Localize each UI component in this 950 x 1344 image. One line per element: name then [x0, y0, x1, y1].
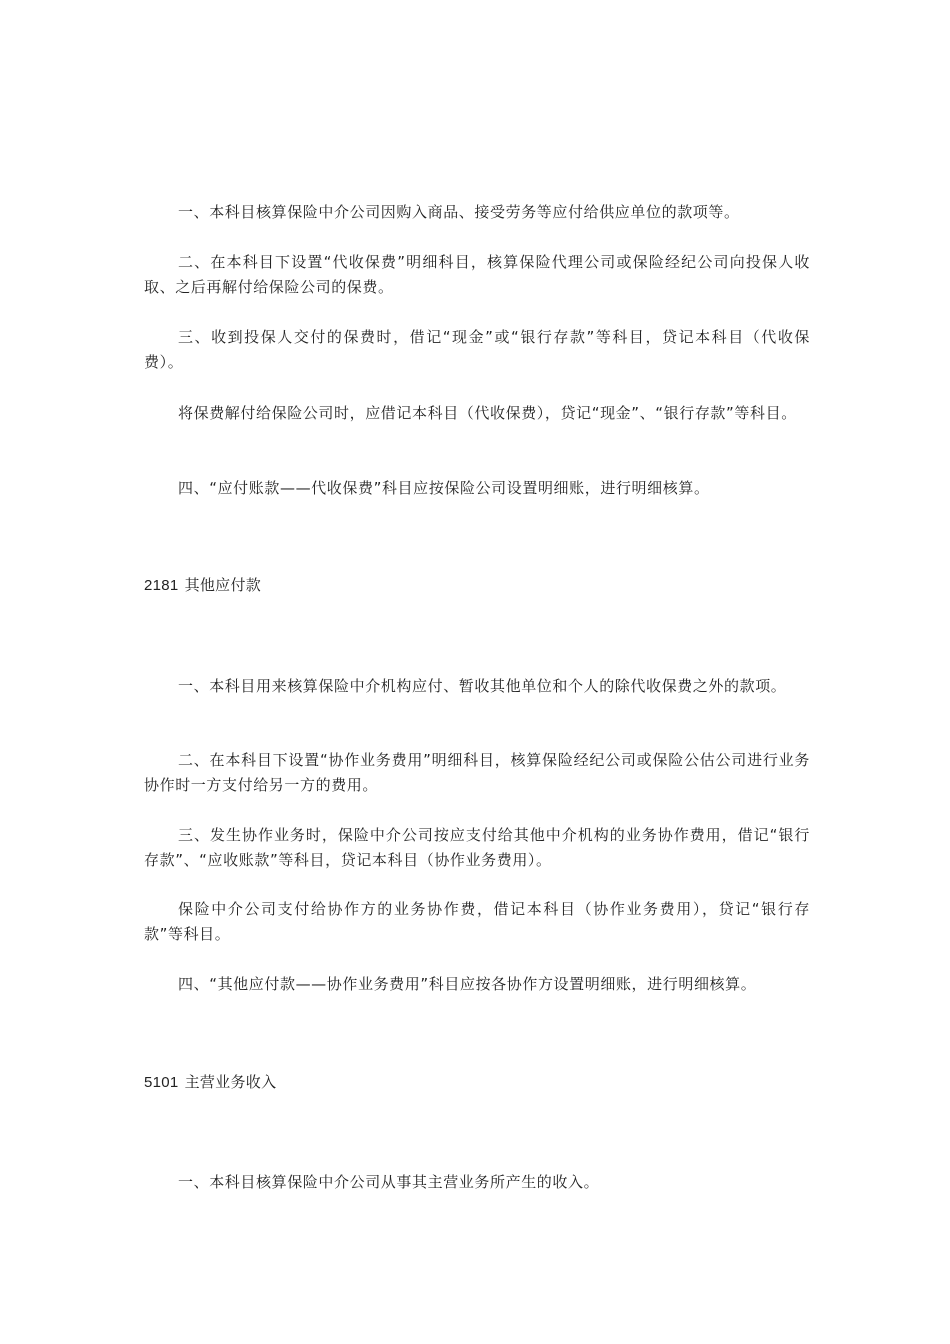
- paragraph-2121-5: 四、“应付账款——代收保费”科目应按保险公司设置明细账，进行明细核算。: [178, 479, 710, 497]
- paragraph-2121-1: 一、本科目核算保险中介公司因购入商品、接受劳务等应付给供应单位的款项等。: [178, 203, 740, 221]
- paragraph-2181-3: 三、发生协作业务时，保险中介公司按应支付给其他中介机构的业务协作费用，借记“银行存款”、“应收账款”等科目，贷记本科目（协作业务费用）。: [144, 826, 810, 869]
- paragraph-2181-5: 四、“其他应付款——协作业务费用”科目应按各协作方设置明细账，进行明细核算。: [178, 975, 757, 993]
- account-title: 主营业务收入: [184, 1073, 277, 1091]
- account-code: 5101: [144, 1074, 179, 1091]
- paragraph-2121-3: 三、收到投保人交付的保费时，借记“现金”或“银行存款”等科目，贷记本科目（代收保费）。: [144, 328, 810, 371]
- section-heading-5101: [144, 1070, 276, 1095]
- paragraph-2121-4: 将保费解付给保险公司时，应借记本科目（代收保费），贷记“现金”、“银行存款”等科目。: [178, 404, 797, 422]
- paragraph-2181-1: 一、本科目用来核算保险中介机构应付、暂收其他单位和个人的除代收保费之外的款项。: [178, 677, 787, 695]
- paragraph-5101-1: 一、本科目核算保险中介公司从事其主营业务所产生的收入。: [178, 1173, 600, 1191]
- section-heading-2181: [144, 573, 261, 598]
- paragraph-2181-4: 保险中介公司支付给协作方的业务协作费，借记本科目（协作业务费用），贷记“银行存款”等科目。: [144, 900, 810, 943]
- account-code: 2181: [144, 577, 179, 594]
- account-title: 其他应付款: [184, 576, 262, 594]
- paragraph-2181-2: 二、在本科目下设置“协作业务费用”明细科目，核算保险经纪公司或保险公估公司进行业务协作时一方支付给另一方的费用。: [144, 751, 810, 794]
- paragraph-2121-2: 二、在本科目下设置“代收保费”明细科目，核算保险代理公司或保险经纪公司向投保人收取、之后再解付给保险公司的保费。: [144, 253, 810, 296]
